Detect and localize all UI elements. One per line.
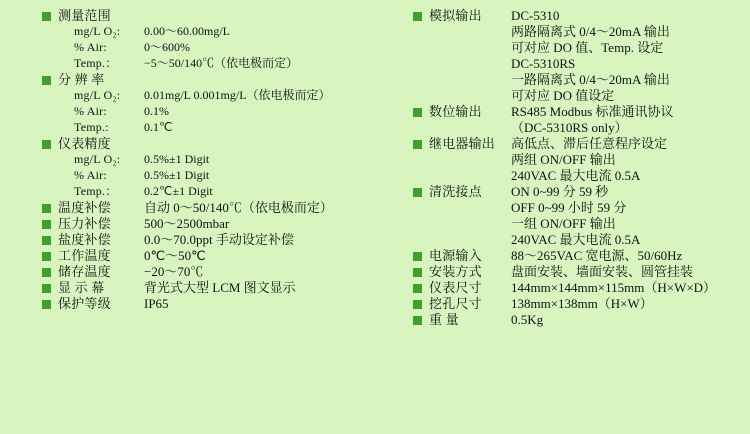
- spec-subrow-analog-output-4: [413, 88, 742, 103]
- bullet-icon: [413, 188, 422, 197]
- bullet-icon: [413, 140, 422, 149]
- bullet-icon: [42, 140, 51, 149]
- spec-value: DC-5310: [511, 8, 560, 23]
- spec-label: 清洗接点: [429, 184, 482, 199]
- spec-value: 两路隔离式 0/4～20mA 输出: [511, 24, 670, 39]
- spec-row-dimensions: [413, 280, 742, 295]
- spec-row-operating-temperature: [42, 248, 371, 263]
- spec-label: 重 量: [429, 312, 459, 327]
- bullet-icon: [42, 220, 51, 229]
- spec-value: −5～50/140℃（依电极而定）: [144, 56, 299, 70]
- spec-value: 144mm×144mm×115mm（H×W×D）: [511, 280, 717, 295]
- bullet-icon: [413, 268, 422, 277]
- spec-label: 测量范围: [58, 8, 111, 23]
- spec-subrow-measuring-range-1: [42, 40, 371, 55]
- spec-label: 仪表精度: [58, 136, 111, 151]
- bullet-icon: [42, 236, 51, 245]
- spec-subrow-measuring-range-0: [42, 24, 371, 39]
- spec-label: 安装方式: [429, 264, 482, 279]
- spec-subrow-digital-output-0: [413, 120, 742, 135]
- spec-value: 盘面安装、墙面安装、圆管挂装: [511, 264, 694, 279]
- spec-subrow-analog-output-0: [413, 24, 742, 39]
- bullet-icon: [42, 252, 51, 261]
- spec-row-storage-temperature: [42, 264, 371, 279]
- spec-value: 可对应 DO 值、Temp. 设定: [511, 40, 664, 55]
- spec-subrow-wash-contact-2: [413, 232, 742, 247]
- spec-label: Temp.:: [74, 120, 109, 134]
- spec-label: 温度补偿: [58, 200, 111, 215]
- spec-row-digital-output: [413, 104, 742, 119]
- bullet-icon: [42, 12, 51, 21]
- spec-subrow-relay-output-1: [413, 168, 742, 183]
- spec-row-cutout-size: [413, 296, 742, 311]
- spec-subrow-relay-output-0: [413, 152, 742, 167]
- spec-label: % Air:: [74, 40, 107, 54]
- spec-label: % Air:: [74, 104, 107, 118]
- bullet-icon: [413, 284, 422, 293]
- spec-subrow-resolution-2: [42, 120, 371, 135]
- spec-label: mg/L O₂:: [74, 24, 121, 38]
- spec-row-wash-contact: [413, 184, 742, 199]
- bullet-icon: [413, 252, 422, 261]
- spec-row-pressure-compensation: [42, 216, 371, 231]
- spec-label: 电源输入: [429, 248, 482, 263]
- spec-label: 显 示 幕: [58, 280, 105, 295]
- spec-value: 0.5%±1 Digit: [144, 152, 210, 166]
- spec-value: 两组 ON/OFF 输出: [511, 152, 616, 167]
- spec-subrow-analog-output-1: [413, 40, 742, 55]
- bullet-icon: [413, 12, 422, 21]
- spec-row-relay-output: [413, 136, 742, 151]
- spec-subrow-resolution-1: [42, 104, 371, 119]
- spec-column-right: [375, 8, 746, 430]
- spec-label: mg/L O₂:: [74, 152, 121, 166]
- spec-label: 模拟输出: [429, 8, 482, 23]
- spec-row-weight: [413, 312, 742, 327]
- spec-subrow-measuring-range-2: [42, 56, 371, 71]
- spec-row-resolution: [42, 72, 371, 87]
- spec-subrow-wash-contact-1: [413, 216, 742, 231]
- spec-label: % Air:: [74, 168, 107, 182]
- spec-label: 保护等级: [58, 296, 111, 311]
- spec-label: 压力补偿: [58, 216, 111, 231]
- spec-value: IP65: [144, 296, 169, 311]
- spec-value: 0℃～50℃: [144, 248, 206, 263]
- spec-label: 挖孔尺寸: [429, 296, 482, 311]
- spec-value: 可对应 DO 值设定: [511, 88, 615, 103]
- spec-value: 一路隔离式 0/4～20mA 输出: [511, 72, 670, 87]
- spec-label: mg/L O₂:: [74, 88, 121, 102]
- spec-value: 240VAC 最大电流 0.5A: [511, 232, 641, 247]
- spec-label: 仪表尺寸: [429, 280, 482, 295]
- spec-value: （DC-5310RS only）: [511, 120, 628, 135]
- spec-label: Temp.：: [74, 184, 118, 198]
- spec-value: 0.5Kg: [511, 312, 544, 327]
- spec-row-accuracy: [42, 136, 371, 151]
- bullet-icon: [413, 300, 422, 309]
- spec-label: 数位输出: [429, 104, 482, 119]
- spec-subrow-accuracy-2: [42, 184, 371, 199]
- spec-value: 0.0～70.0ppt 手动设定补偿: [144, 232, 294, 247]
- spec-label: 盐度补偿: [58, 232, 111, 247]
- spec-subrow-resolution-0: [42, 88, 371, 103]
- spec-row-temperature-compensation: [42, 200, 371, 215]
- spec-value: 0.1℃: [144, 120, 173, 134]
- spec-row-analog-output: [413, 8, 742, 23]
- spec-label: 继电器输出: [429, 136, 496, 151]
- spec-subrow-accuracy-0: [42, 152, 371, 167]
- spec-value: 88～265VAC 宽电源、50/60Hz: [511, 248, 683, 263]
- bullet-icon: [413, 108, 422, 117]
- spec-value: 138mm×138mm（H×W）: [511, 296, 653, 311]
- spec-value: 500～2500mbar: [144, 216, 230, 231]
- bullet-icon: [42, 284, 51, 293]
- spec-value: DC-5310RS: [511, 56, 576, 71]
- bullet-icon: [42, 268, 51, 277]
- bullet-icon: [42, 300, 51, 309]
- spec-value: 高低点、滞后任意程序设定: [511, 136, 668, 151]
- spec-value: 0.00～60.00mg/L: [144, 24, 230, 38]
- spec-subrow-analog-output-3: [413, 72, 742, 87]
- spec-value: OFF 0~99 小时 59 分: [511, 200, 627, 215]
- spec-value: 0.2℃±1 Digit: [144, 184, 213, 198]
- spec-value: −20～70℃: [144, 264, 204, 279]
- spec-column-left: [4, 8, 375, 430]
- bullet-icon: [42, 76, 51, 85]
- spec-row-mounting: [413, 264, 742, 279]
- spec-row-salinity-compensation: [42, 232, 371, 247]
- spec-value: 0.1%: [144, 104, 169, 118]
- spec-label: Temp.：: [74, 56, 118, 70]
- spec-value: 0～600%: [144, 40, 190, 54]
- spec-value: 240VAC 最大电流 0.5A: [511, 168, 641, 183]
- spec-label: 分 辨 率: [58, 72, 105, 87]
- spec-row-measuring-range: [42, 8, 371, 23]
- spec-value: 0.5%±1 Digit: [144, 168, 210, 182]
- spec-value: 0.01mg/L 0.001mg/L（依电极而定）: [144, 88, 331, 102]
- spec-row-protection-class: [42, 296, 371, 311]
- bullet-icon: [413, 316, 422, 325]
- spec-row-display: [42, 280, 371, 295]
- spec-value: 背光式大型 LCM 图文显示: [144, 280, 296, 295]
- spec-label: 工作温度: [58, 248, 111, 263]
- spec-row-power-input: [413, 248, 742, 263]
- spec-label: 储存温度: [58, 264, 111, 279]
- spec-subrow-analog-output-2: [413, 56, 742, 71]
- spec-value: 自动 0～50/140℃（依电极而定）: [144, 200, 333, 215]
- spec-subrow-accuracy-1: [42, 168, 371, 183]
- spec-value: RS485 Modbus 标准通讯协议: [511, 104, 674, 119]
- bullet-icon: [42, 204, 51, 213]
- spec-value: 一组 ON/OFF 输出: [511, 216, 616, 231]
- spec-subrow-wash-contact-0: [413, 200, 742, 215]
- spec-value: ON 0~99 分 59 秒: [511, 184, 609, 199]
